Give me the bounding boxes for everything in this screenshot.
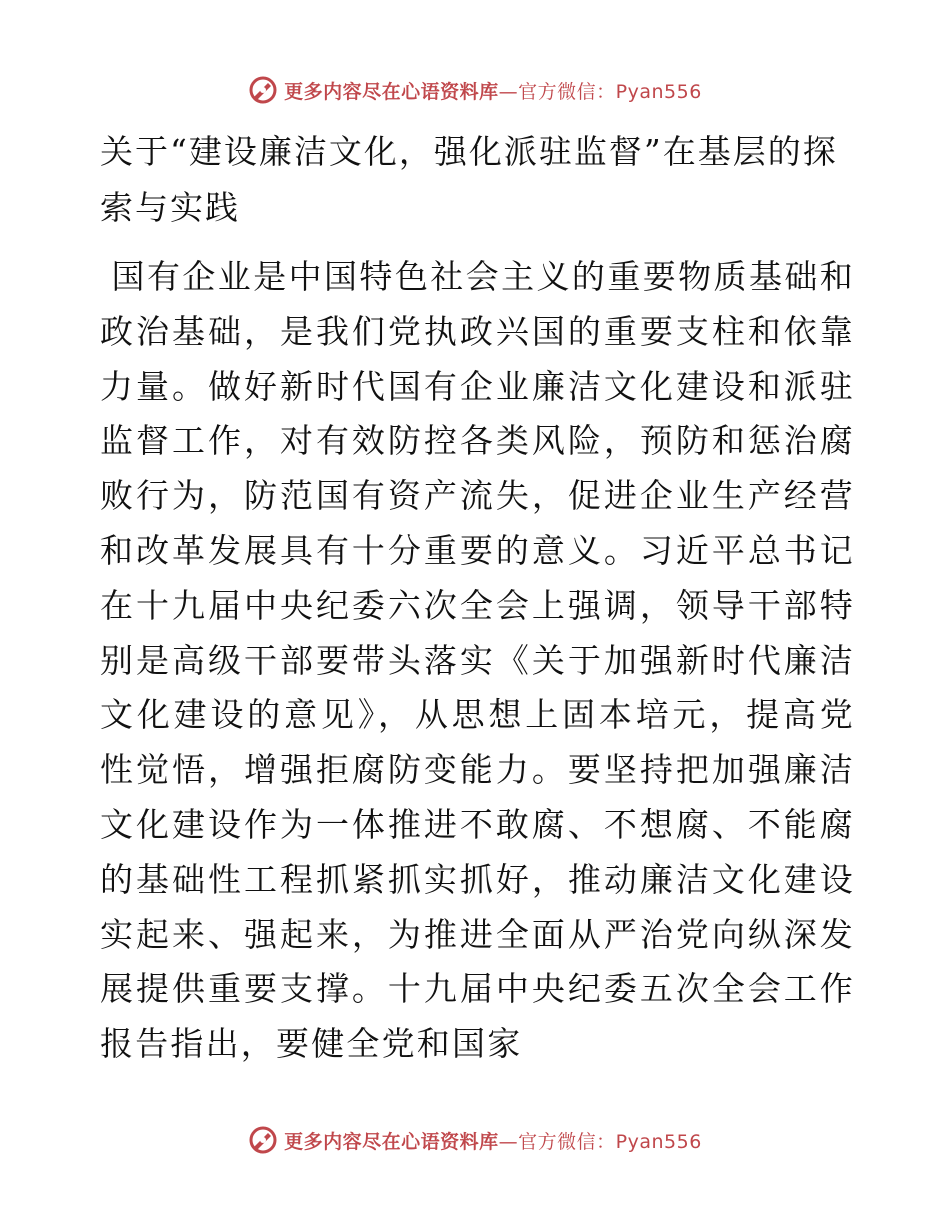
page-footer-watermark [0, 1120, 950, 1160]
page-header-watermark [0, 70, 950, 110]
header-separator: — [498, 80, 519, 103]
footer-brand-text: 更多内容尽在心语资料库 [284, 1130, 499, 1153]
header-watermark-text [284, 77, 702, 104]
pen-logo-icon [248, 75, 278, 105]
document-title: 关于“建设廉洁文化，强化派驻监督”在基层的探索与实践 [100, 132, 838, 227]
footer-separator: — [498, 1130, 519, 1153]
header-wechat-text: 官方微信：Pyan556 [518, 80, 702, 103]
header-brand-text: 更多内容尽在心语资料库 [284, 80, 499, 103]
footer-watermark-text [284, 1127, 702, 1154]
pen-logo-icon [248, 1125, 278, 1155]
footer-wechat-text: 官方微信：Pyan556 [518, 1130, 702, 1153]
body-paragraph: 国有企业是中国特色社会主义的重要物质基础和政治基础，是我们党执政兴国的重要支柱和依靠力量。做好新时代国有企业廉洁文化建设和派驻监督工作，对有效防控各类风险，预防和惩治腐败行为，防范国有资产流失，促进企业生产经营和改革发展具有十分重要的意义。习近平总书记在十九届中央纪委六次全会上强调，领导干部特别是高级干部要带头落实《关于加强新时代廉洁文化建设的意见》，从思想上固本培元，提高党性觉悟，增强拒腐防变能力。要坚持把加强廉洁文化建设作为一体推进不敢腐、不想腐、不能腐的基础性工程抓紧抓实抓好，推动廉洁文化建设实起来、强起来，为推进全面从严治党向纵深发展提供重要支撑。十九届中央纪委五次全会工作报告指出，要健全党和国家 [100, 257, 855, 1064]
